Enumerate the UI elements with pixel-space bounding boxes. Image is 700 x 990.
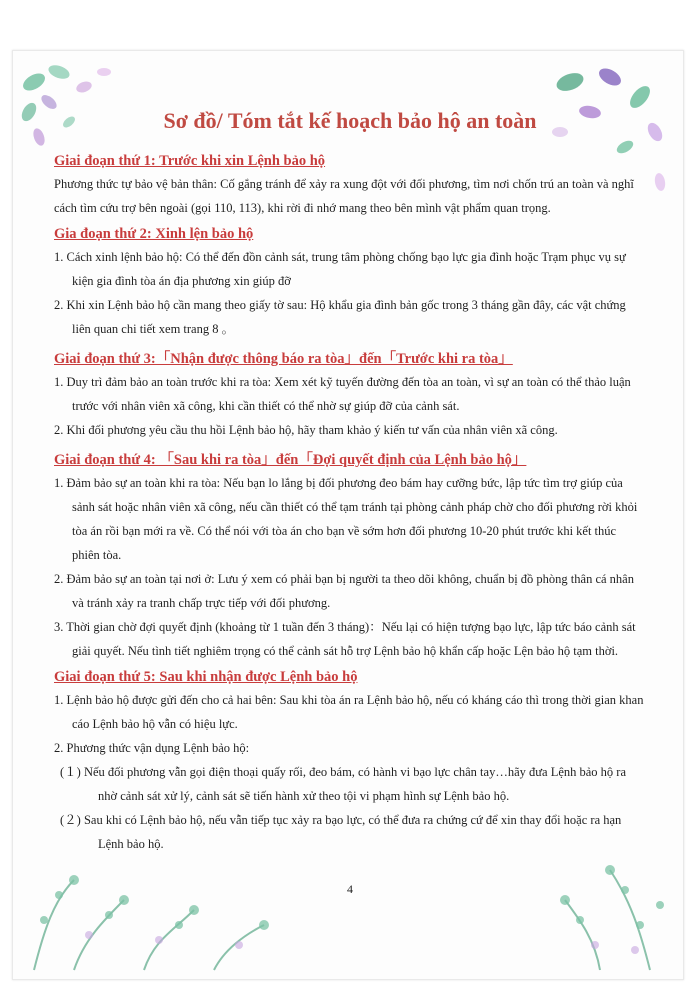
list-item: 1. Đảm bảo sự an toàn khi ra tòa: Nếu bạn lo lắng bị đối phương đeo bám hay cưỡng bức, lập tức tìm trợ giúp của sảnh sát hoặc nhân viên xã công, nếu cần thiết có thể tạm tránh tại phòng cảnh pháp chờ cho đối phương rời khỏi tòa án rồi bạn mới ra về. Có thể nói với tòa án cho bạn về sớm hơn đối phương 10-20 phút trước khi kết thúc phiên tòa. <box>54 476 638 562</box>
section-paragraph: Phương thức tự bảo vệ bản thân: Cố gắng tránh để xảy ra xung đột với đối phương, tìm nơi chốn trú an toàn và nghĩ cách tìm cứu trợ bên ngoài (gọi 110, 113), khi rời đi nhớ mang theo bên mình vật phẩm quan trọng. <box>54 177 634 215</box>
section-heading: Giai đoạn thứ 5: Sau khi nhận được Lệnh bảo hộ <box>54 669 358 685</box>
list-item: 2. Khi đối phương yêu cầu thu hồi Lệnh bảo hộ, hãy tham khảo ý kiến tư vấn của nhân viên xã công. <box>54 423 558 437</box>
list-item: 1. Lệnh bảo hộ được gửi đến cho cả hai bên: Sau khi tòa án ra Lệnh bảo hộ, nếu có kháng cáo thì trong thời gian khan cáo Lệnh bảo hộ vẫn có hiệu lực. <box>54 693 644 731</box>
section-list <box>54 370 644 442</box>
list-item: 3. Thời gian chờ đợi quyết định (khoảng từ 1 tuần đến 3 tháng)：Nếu lại có hiện tượng bạo lực, lập tức báo cảnh sát giải quyết. Nếu tình tiết nghiêm trọng có thể cảnh sát hỗ trợ Lệnh bảo hộ khẩn cấp hoặc Lện bảo hộ tạm thời. <box>54 620 636 658</box>
sub-list-item: (２) Sau khi có Lệnh bảo hộ, nếu vẫn tiếp tục xảy ra bạo lực, có thể đưa ra chứng cứ để xin thay đổi hoặc ra hạn Lệnh bảo hộ. <box>60 813 622 851</box>
list-item: 2. Đảm bảo sự an toàn tại nơi ở: Lưu ý xem có phải bạn bị người ta theo dõi không, chuẩn bị đồ phòng thân cá nhân và tránh xảy ra tranh chấp trực tiếp với đối phương. <box>54 572 634 610</box>
section-list <box>54 471 644 663</box>
section-list <box>54 688 644 856</box>
list-item: 2. Khi xin Lệnh bảo hộ cần mang theo giấy tờ sau: Hộ khẩu gia đình bản gốc trong 3 tháng gần đây, các vật chứng liên quan chi tiết xem trang 8 。 <box>54 298 626 336</box>
list-item: 1. Duy trì đảm bảo an toàn trước khi ra tòa: Xem xét kỹ tuyến đường đến tòa an toàn, vì sự an toàn có thể thảo luận trước với nhân viên xã công, khi cần thiết có thể nhờ sự giúp đỡ của cảnh sát. <box>54 375 631 413</box>
sub-list-item: (１) Nếu đối phương vẫn gọi điện thoại quấy rối, đeo bám, có hành vi bạo lực chân tay…hãy đưa Lệnh bảo hộ ra nhờ cảnh sát xử lý, cảnh sát sẽ tiến hành xử theo tội vi phạm hình sự Lệnh bảo hộ. <box>60 765 627 803</box>
section-stage-5 <box>54 669 644 856</box>
section-heading: Giai đoạn thứ 3:「Nhận được thông báo ra tòa」đến「Trước khi ra tòa」 <box>54 351 513 367</box>
page-title: Sơ đồ/ Tóm tắt kế hoạch bảo hộ an toàn <box>163 108 537 133</box>
section-stage-2 <box>54 226 644 341</box>
section-stage-4 <box>54 448 644 663</box>
page-number: 4 <box>347 882 353 896</box>
section-stage-3 <box>54 347 644 442</box>
section-stage-1 <box>54 153 644 220</box>
list-item: 2. Phương thức vận dụng Lệnh bảo hộ: <box>54 741 250 755</box>
section-list <box>54 245 644 341</box>
document-body <box>54 153 644 862</box>
section-heading: Giai đoạn thứ 1: Trước khi xin Lệnh bảo hộ <box>54 153 326 169</box>
section-heading: Giai đoạn thứ 4: 「Sau khi ra tòa」đến「Đợi quyết định của Lệnh bảo hộ」 <box>54 452 527 468</box>
list-item: 1. Cách xinh lệnh bảo hộ: Có thể đến đồn cảnh sát, trung tâm phòng chống bạo lực gia đình hoặc Trạm phục vụ sự kiện gia đình tòa án địa phương xin giúp đỡ <box>54 250 626 288</box>
section-heading: Gia đoạn thứ 2: Xinh lện bảo hộ <box>54 226 254 242</box>
